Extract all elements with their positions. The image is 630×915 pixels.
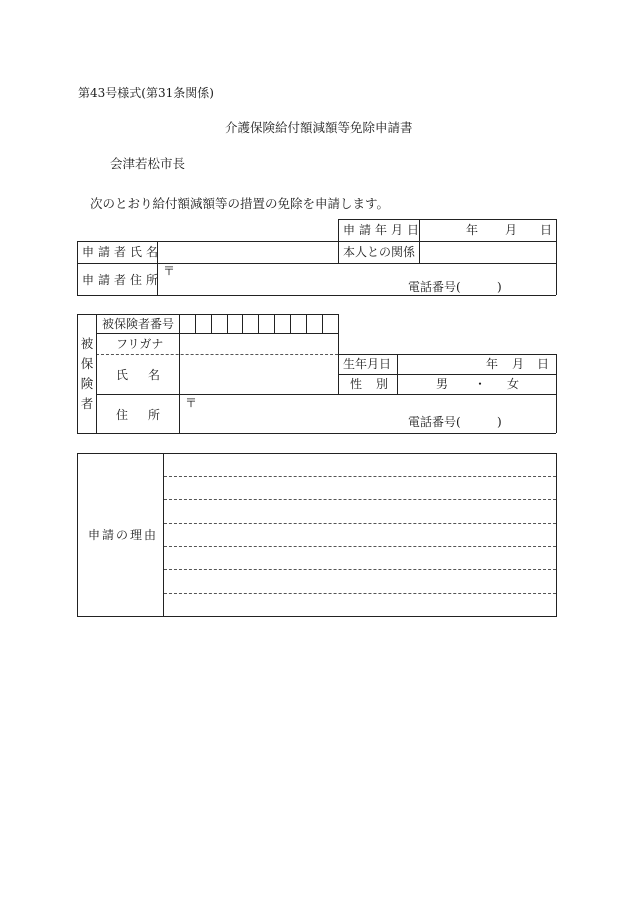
insured-group-label: 被保険者 <box>80 336 94 411</box>
document-title: 介護保険給付額減額等免除申請書 <box>225 120 413 135</box>
application-date-month: 月 <box>505 223 518 237</box>
applicant-postal-mark: 〒 <box>163 264 176 278</box>
birthdate-field[interactable] <box>399 356 479 372</box>
applicant-address-field[interactable] <box>159 265 554 293</box>
reason-text-area[interactable] <box>165 455 555 615</box>
application-date-label: 申請年月日 <box>343 223 424 237</box>
insured-postal-mark: 〒 <box>185 396 198 410</box>
birthdate-month: 月 <box>512 357 525 371</box>
intro-sentence: 次のとおり給付額減額等の措置の免除を申請します。 <box>90 196 390 211</box>
gender-separator: ・ <box>474 377 487 391</box>
insured-name-field[interactable] <box>181 356 336 392</box>
birthdate-label: 生年月日 <box>343 357 392 371</box>
relation-field[interactable] <box>421 243 554 261</box>
insured-number-field[interactable] <box>181 316 336 331</box>
gender-label: 性別 <box>350 377 403 391</box>
gender-male-option[interactable]: 男 <box>436 377 449 391</box>
application-date-field[interactable] <box>422 221 452 239</box>
applicant-phone-label: 電話番号( <box>408 280 461 294</box>
birthdate-year: 年 <box>486 357 499 371</box>
application-date-year: 年 <box>466 223 479 237</box>
applicant-address-label: 申請者住所 <box>82 273 163 287</box>
insured-phone-close: ) <box>497 415 502 429</box>
furigana-field[interactable] <box>181 335 336 352</box>
application-date-day: 日 <box>540 223 553 237</box>
form-number: 第43号様式(第31条関係) <box>78 86 214 100</box>
insured-name-label: 氏名 <box>116 368 181 382</box>
insured-number-label: 被保険者番号 <box>102 317 175 331</box>
addressee: 会津若松市長 <box>110 156 186 171</box>
gender-female-option[interactable]: 女 <box>507 377 520 391</box>
applicant-name-label: 申請者氏名 <box>82 245 163 259</box>
applicant-phone-close: ) <box>497 280 502 294</box>
reason-label: 申請の理由 <box>88 528 159 542</box>
insured-phone-label: 電話番号( <box>408 415 461 429</box>
relation-label: 本人との関係 <box>343 245 416 259</box>
applicant-name-field[interactable] <box>159 243 336 261</box>
insured-address-label: 住所 <box>116 408 181 422</box>
birthdate-day: 日 <box>537 357 550 371</box>
furigana-label: フリガナ <box>116 337 164 351</box>
